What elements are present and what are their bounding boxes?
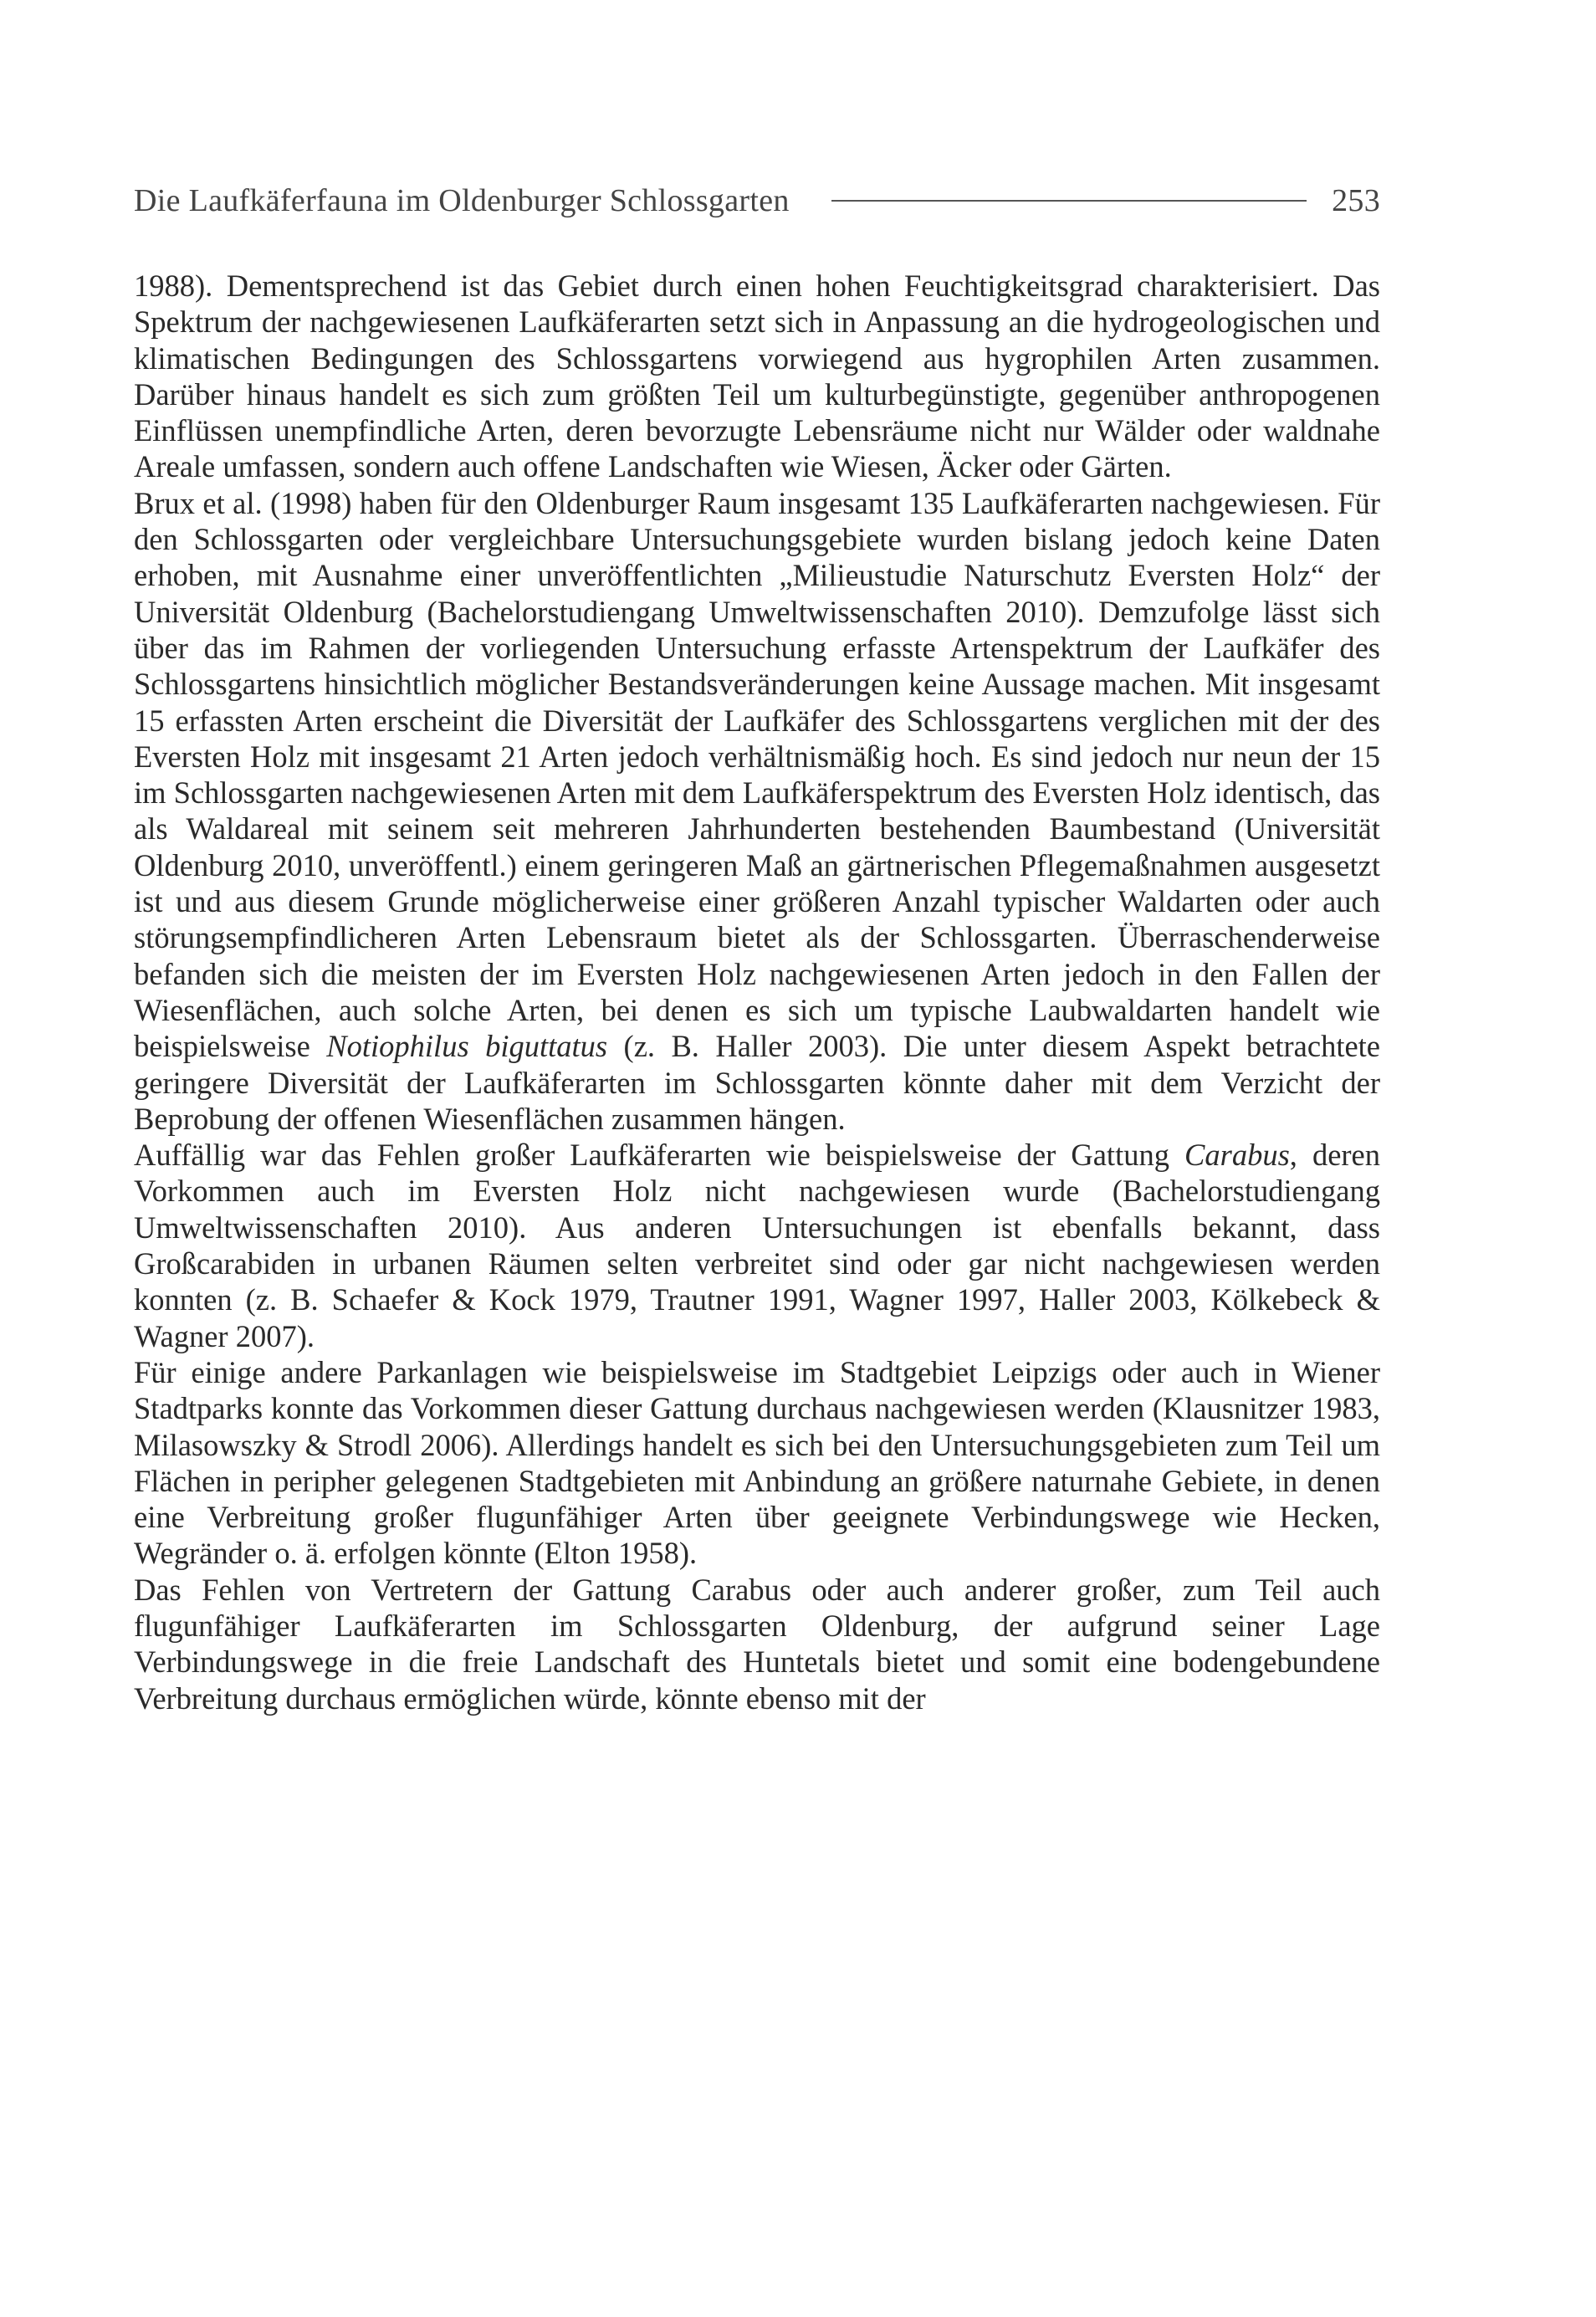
italic-text: Carabus [1184,1138,1290,1173]
text-segment: Das Fehlen von Vertretern der Gattung Carabus oder auch anderer großer, zum Teil auch flugunfähiger Laufkäferarten im Schlossgarten Oldenburg, der aufgrund seiner Lage Verbindungswege in die freie Landschaft des Huntetals bietet und somit eine bodengebundene Verbreitung durchaus ermöglichen würde, könnte ebenso mit der [134,1572,1380,1716]
body-text [134,268,1380,1716]
running-title: Die Laufkäferfauna im Oldenburger Schlossgarten [134,183,790,218]
text-segment: 1988). Dementsprechend ist das Gebiet durch einen hohen Feuchtigkeitsgrad charakterisiert. Das Spektrum der nachgewiesenen Laufkäferarten setzt sich in Anpassung an die hydrogeologischen und klimatischen Bedingungen des Schlossgartens vorwiegend aus hygrophilen Arten zusammen. Darüber hinaus handelt es sich zum größten Teil um kulturbegünstigte, gegenüber anthropogenen Einflüssen unempfindliche Arten, deren bevorzugte Lebensräume nicht nur Wälder oder waldnahe Areale umfassen, sondern auch offene Landschaften wie Wiesen, Äcker oder Gärten. [134,269,1380,484]
paragraph [134,1572,1380,1716]
paragraph [134,485,1380,1137]
text-segment: (z. B. Haller 2003). Die unter diesem Aspekt betrachtete geringere Diversität der Laufkäferarten im Schlossgarten könnte daher mit dem Verzicht der Beprobung der offenen Wiesenflächen zusammen hängen. [134,1029,1381,1136]
running-header [134,176,1380,226]
paragraph [134,268,1380,485]
paragraph [134,1137,1380,1354]
header-rule [831,200,1307,202]
page-number: 253 [1332,183,1380,218]
paragraph [134,1354,1380,1572]
text-segment: Brux et al. (1998) haben für den Oldenburger Raum insgesamt 135 Laufkäferarten nachgewiesen. Für den Schlossgarten oder vergleichbare Untersuchungsgebiete wurden bislang jedoch keine Daten erhoben, mit Ausnahme einer unveröffentlichten „Milieustudie Naturschutz Eversten Holz“ der Universität Oldenburg (Bachelorstudiengang Umweltwissenschaften 2010). Demzufolge lässt sich über das im Rahmen der vorliegenden Untersuchung erfasste Artenspektrum der Laufkäfer des Schlossgartens hinsichtlich möglicher Bestandsveränderungen keine Aussage machen. Mit insgesamt 15 erfassten Arten erscheint die Diversität der Laufkäfer des Schlossgartens verglichen mit der des Eversten Holz mit insgesamt 21 Arten jedoch verhältnismäßig hoch. Es sind jedoch nur neun der 15 im Schlossgarten nachgewiesenen Arten mit dem Laufkäferspektrum des Eversten Holz identisch, das als Waldareal mit seinem seit mehreren Jahrhunderten bestehenden Baumbestand (Universität Oldenburg 2010, unveröffentl.) einem geringeren Maß an gärtnerischen Pflegemaßnahmen ausgesetzt ist und aus diesem Grunde möglicherweise einer größeren Anzahl typischer Waldarten oder auch störungsempfindlicheren Arten Lebensraum bietet als der Schlossgarten. Überraschenderweise befanden sich die meisten der im Eversten Holz nachgewiesenen Arten jedoch in den Fallen der Wiesenflächen, auch solche Arten, bei denen es sich um typische Laubwaldarten handelt wie beispielsweise [134,485,1380,1064]
text-segment: Auffällig war das Fehlen großer Laufkäferarten wie beispielsweise der Gattung [134,1138,1185,1173]
text-segment: , deren Vorkommen auch im Eversten Holz nicht nachgewiesen wurde (Bachelorstudiengang Umweltwissenschaften 2010). Aus anderen Untersuchungen ist ebenfalls bekannt, dass Großcarabiden in urbanen Räumen selten verbreitet sind oder gar nicht nachgewiesen werden konnten (z. B. Schaefer & Kock 1979, Trautner 1991, Wagner 1997, Haller 2003, Kölkebeck & Wagner 2007). [134,1138,1380,1353]
italic-text: Notiophilus biguttatus [326,1029,608,1064]
text-segment: Für einige andere Parkanlagen wie beispielsweise im Stadtgebiet Leipzigs oder auch in Wiener Stadtparks konnte das Vorkommen dieser Gattung durchaus nachgewiesen werden (Klausnitzer 1983, Milasowszky & Strodl 2006). Allerdings handelt es sich bei den Untersuchungsgebieten zum Teil um Flächen in peripher gelegenen Stadtgebieten mit Anbindung an größere naturnahe Gebiete, in denen eine Verbreitung großer flugunfähiger Arten über geeignete Verbindungswege wie Hecken, Wegränder o. ä. erfolgen könnte (Elton 1958). [134,1354,1380,1571]
